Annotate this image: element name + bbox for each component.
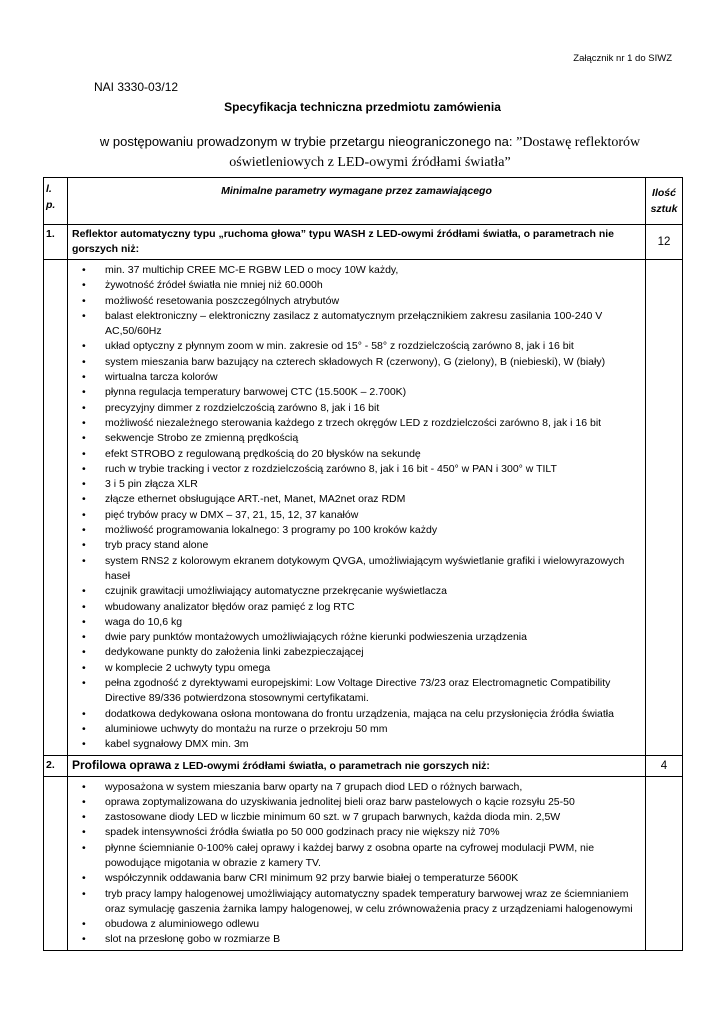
spec-bullet-item: • efekt STROBO z regulowaną prędkością do 20 błysków na sekundę [105, 447, 641, 462]
header-qty [646, 178, 683, 225]
spec-bullet-item: • pełna zgodność z dyrektywami europejskimi: Low Voltage Directive 73/23 oraz Electromagnetic Compatibility Directive 89/336 potwierdzona stosownymi certyfikatami. [105, 676, 641, 707]
item-qty: 4 [646, 755, 683, 776]
spec-bullet-item: • min. 37 multichip CREE MC-E RGBW LED o mocy 10W każdy, [105, 263, 641, 278]
item-lp: 2. [44, 755, 68, 776]
table-header-row [44, 178, 683, 225]
empty-cell [44, 776, 68, 950]
spec-bullet-item: • dedykowane punkty do założenia linki zabezpieczającej [105, 645, 641, 660]
spec-bullet-item: • czujnik grawitacji umożliwiający automatyczne przekręcanie wyświetlacza [105, 584, 641, 599]
header-lp-line1: l. [46, 183, 52, 195]
header-lp [44, 178, 68, 225]
item-title-main: Profilowa oprawa [72, 757, 172, 772]
spec-bullet-item: • oprawa zoptymalizowana do uzyskiwania jednolitej bieli oraz barw pastelowych o kącie rozsyłu 25-50 [105, 795, 641, 810]
item-row-2 [44, 755, 683, 776]
header-qty-line2: sztuk [650, 203, 678, 215]
item-title: Reflektor automatyczny typu „ruchoma głowa” typu WASH z LED-owymi źródłami światła, o parametrach nie gorszych niż: [68, 225, 646, 260]
spec-bullet-item: • wirtualna tarcza kolorów [105, 370, 641, 385]
document-number: NAI 3330-03/12 [94, 80, 179, 94]
spec-bullet-item: • płynne ściemnianie 0-100% całej oprawy i każdej barwy z osobna oparte na cyfrowej modulacji PWM, nie powodujące migotania w obrazie z kamery TV. [105, 841, 641, 872]
spec-bullet-item: • żywotność źródeł światła nie mniej niż 60.000h [105, 278, 641, 293]
spec-bullet-item: • precyzyjny dimmer z rozdzielczością zarówno 8, jak i 16 bit [105, 401, 641, 416]
spec-bullet-item: • możliwość niezależnego sterowania każdego z trzech okręgów LED z rozdzielczości zarówno 8, jak i 16 bit [105, 416, 641, 431]
spec-bullet-item: • układ optyczny z płynnym zoom w min. zakresie od 15° - 58° z rozdzielczością zarówno 8, jak i 16 bit [105, 339, 641, 354]
spec-bullet-item: • w komplecie 2 uchwyty typu omega [105, 661, 641, 676]
empty-cell [646, 260, 683, 756]
spec-bullet-item: • slot na przesłonę gobo w rozmiarze B [105, 932, 641, 947]
spec-bullet-item: • system mieszania barw bazujący na czterech składowych R (czerwony), G (zielony), B (niebieski), W (biały) [105, 355, 641, 370]
spec-bullet-item: • współczynnik oddawania barw CRI minimum 92 przy barwie białej o temperaturze 5600K [105, 871, 641, 886]
spec-bullet-list [68, 260, 645, 755]
item-title-rest: z LED-owymi źródłami światła, o parametrach nie gorszych niż: [171, 759, 490, 772]
empty-cell [646, 776, 683, 950]
spec-bullet-item: • system RNS2 z kolorowym ekranem dotykowym QVGA, umożliwiającym wyświetlanie grafiki i wielowyrazowych haseł [105, 554, 641, 585]
spec-bullet-item: • tryb pracy lampy halogenowej umożliwiający automatyczny spadek temperatury barwowej wraz ze ściemnianiem oraz symulację gaszenia żarnika lampy halogenowej, w celu zrównoważenia pracy z urządzeniami halogenowymi [105, 887, 641, 918]
item-specs-cell [68, 260, 646, 756]
item-specs-cell [68, 776, 646, 950]
attachment-label: Załącznik nr 1 do SIWZ [573, 53, 672, 64]
spec-bullet-item: • ruch w trybie tracking i vector z rozdzielczością zarówno 8, jak i 16 bit - 450° w PAN i 300° w TILT [105, 462, 641, 477]
item-specs-row-2 [44, 776, 683, 950]
spec-bullet-item: • dodatkowa dedykowana osłona montowana do frontu urządzenia, mająca na celu przysłonięcia źródła światła [105, 707, 641, 722]
empty-cell [44, 260, 68, 756]
spec-bullet-item: • sekwencje Strobo ze zmienną prędkością [105, 431, 641, 446]
spec-bullet-item: • wyposażona w system mieszania barw oparty na 7 grupach diod LED o różnych barwach, [105, 780, 641, 795]
intro-text [90, 132, 650, 172]
item-qty: 12 [646, 225, 683, 260]
spec-bullet-item: • obudowa z aluminiowego odlewu [105, 917, 641, 932]
intro-quote-line2: oświetleniowych z LED-owymi źródłami światła” [229, 155, 511, 170]
page-title: Specyfikacja techniczna przedmiotu zamówienia [224, 100, 501, 114]
spec-bullet-item: • 3 i 5 pin złącza XLR [105, 477, 641, 492]
spec-bullet-item: • spadek intensywności źródła światła po 50 000 godzinach pracy nie większy niż 70% [105, 825, 641, 840]
spec-bullet-item: • kabel sygnałowy DMX min. 3m [105, 737, 641, 752]
spec-bullet-item: • wbudowany analizator błędów oraz pamięć z log RTC [105, 600, 641, 615]
item-lp: 1. [44, 225, 68, 260]
spec-bullet-item: • zastosowane diody LED w liczbie minimum 60 szt. w 7 grupach barwnych, każda dioda min. 2,5W [105, 810, 641, 825]
intro-quote-line1: ”Dostawę reflektorów [516, 135, 641, 150]
spec-bullet-item: • płynna regulacja temperatury barwowej CTC (15.500K – 2.700K) [105, 385, 641, 400]
item-row-1 [44, 225, 683, 260]
spec-bullet-item: • aluminiowe uchwyty do montażu na rurze o przekroju 50 mm [105, 722, 641, 737]
specification-table [43, 177, 683, 951]
item-title [68, 755, 646, 776]
header-params: Minimalne parametry wymagane przez zamawiającego [68, 178, 646, 225]
spec-bullet-item: • waga do 10,6 kg [105, 615, 641, 630]
spec-bullet-item: • pięć trybów pracy w DMX – 37, 21, 15, 12, 37 kanałów [105, 508, 641, 523]
spec-bullet-item: • możliwość programowania lokalnego: 3 programy po 100 kroków każdy [105, 523, 641, 538]
spec-bullet-item: • złącze ethernet obsługujące ART.-net, Manet, MA2net oraz RDM [105, 492, 641, 507]
header-lp-line2: p. [46, 199, 56, 211]
item-specs-row-1 [44, 260, 683, 756]
intro-lead: w postępowaniu prowadzonym w trybie przetargu nieograniczonego na: [99, 134, 517, 149]
header-qty-line1: Ilość [652, 187, 676, 199]
spec-bullet-list [68, 777, 645, 950]
spec-bullet-item: • dwie pary punktów montażowych umożliwiających różne kierunki podwieszenia urządzenia [105, 630, 641, 645]
spec-bullet-item: • tryb pracy stand alone [105, 538, 641, 553]
spec-bullet-item: • możliwość resetowania poszczególnych atrybutów [105, 294, 641, 309]
spec-bullet-item: • balast elektroniczny – elektroniczny zasilacz z automatycznym przełącznikiem zakresu zasilania 100-240 V AC,50/60Hz [105, 309, 641, 340]
